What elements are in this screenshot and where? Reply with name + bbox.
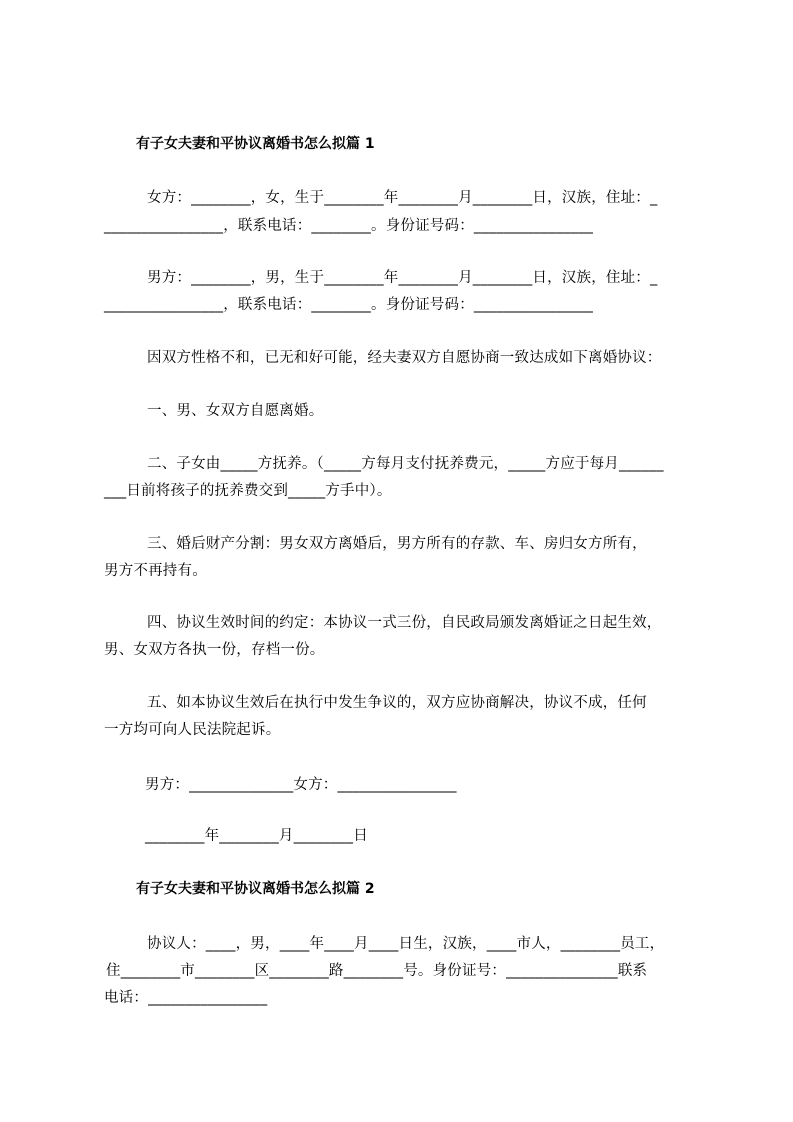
party-info-line2: 住________市________区________路________号。身份证号：_______________联系 — [106, 963, 648, 979]
clause-2-line1: 二、子女由_____方抚养。（_____方每月支付抚养费元，_____方应于每月______ — [147, 456, 664, 472]
clause-5-line2: 一方均可向人民法院起诉。 — [104, 722, 281, 738]
section2-heading: 有子女夫妻和平协议离婚书怎么拟篇 2 — [136, 881, 375, 897]
party-info-line1: 协议人：____，男，____年____月____日生，汉族，____市人，________员工， — [147, 936, 665, 952]
male-info-line2: ________________，联系电话：________。身份证号码：________________ — [104, 297, 594, 313]
male-info-line1: 男方：________，男，生于________年________月________日，汉族，住址：_ — [147, 270, 658, 286]
clause-4-line1: 四、协议生效时间的约定：本协议一式三份，自民政局颁发离婚证之日起生效， — [147, 615, 662, 631]
female-info-line1: 女方：________，女，生于________年________月________日，汉族，住址：_ — [147, 190, 658, 206]
clause-3-line1: 三、婚后财产分割：男女双方离婚后，男方所有的存款、车、房归女方所有， — [147, 536, 647, 552]
clause-3-line2: 男方不再持有。 — [104, 563, 207, 579]
clause-2-line2: ___日前将孩子的抚养费交到_____方手中）。 — [104, 483, 392, 499]
date-line: ________年________月________日 — [145, 828, 368, 844]
agreement-intro: 因双方性格不和，已无和好可能，经夫妻双方自愿协商一致达成如下离婚协议： — [147, 350, 662, 366]
clause-4-line2: 男、女双方各执一份，存档一份。 — [104, 642, 325, 658]
signature-line: 男方：______________女方：________________ — [145, 777, 457, 793]
clause-5-line1: 五、如本协议生效后在执行中发生争议的，双方应协商解决，协议不成，任何 — [147, 695, 647, 711]
clause-1: 一、男、女双方自愿离婚。 — [147, 403, 324, 419]
party-info-line3: 电话：________________ — [104, 990, 268, 1006]
section1-heading: 有子女夫妻和平协议离婚书怎么拟篇 1 — [136, 136, 375, 152]
female-info-line2: ________________，联系电话：________。身份证号码：________________ — [104, 218, 594, 234]
